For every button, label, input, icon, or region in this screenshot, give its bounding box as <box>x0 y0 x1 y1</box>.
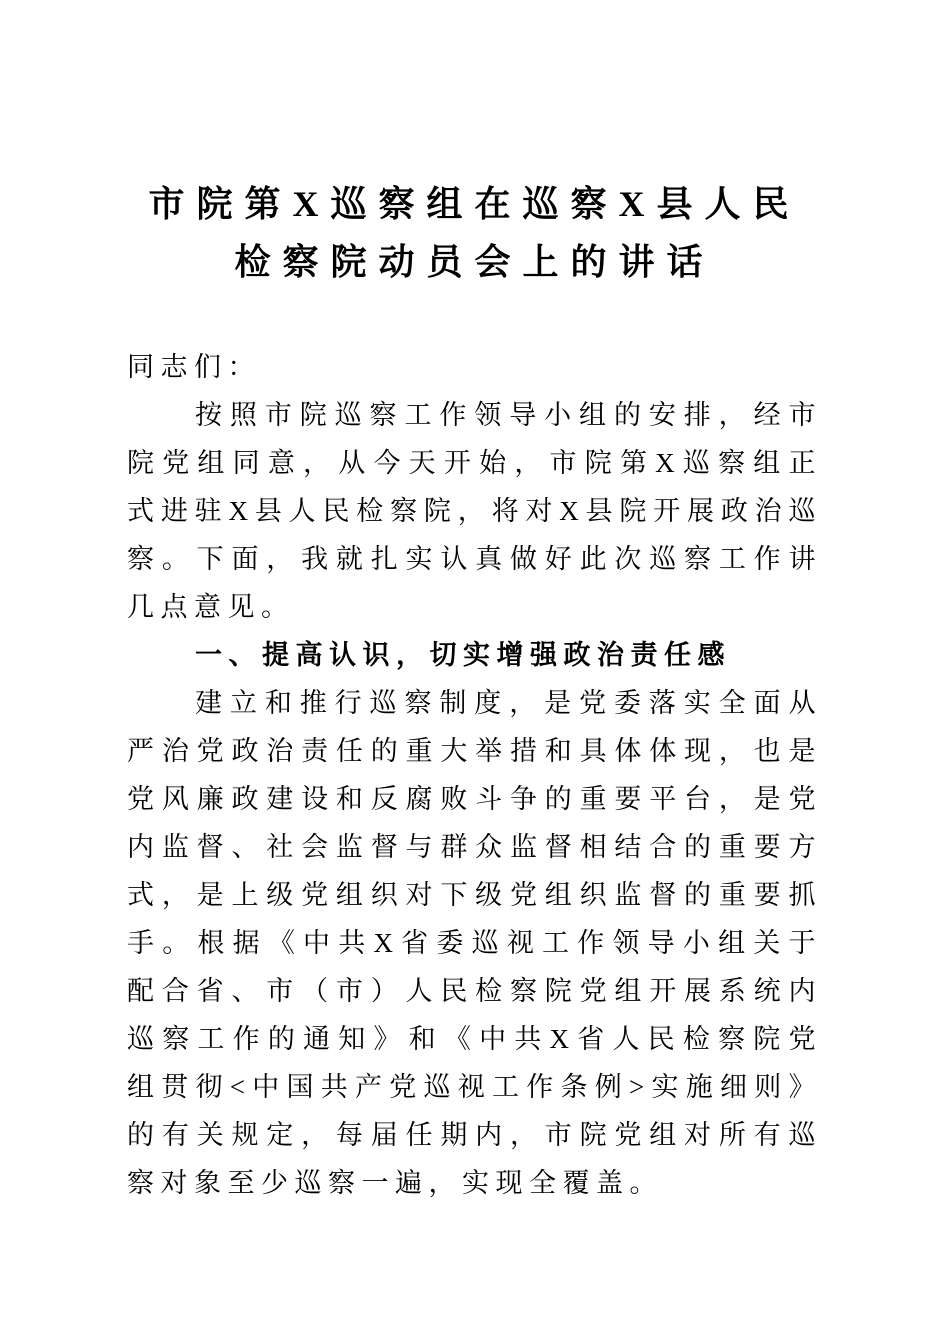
document-title-line-1: 市院第X巡察组在巡察X县人民 <box>148 184 801 224</box>
document-title <box>127 175 822 291</box>
salutation: 同志们： <box>127 352 261 382</box>
section-1-paragraph: 建立和推行巡察制度，是党委落实全面从严治党政治责任的重大举措和具体体现，也是党风廉政建设和反腐败斗争的重要平台，是党内监督、社会监督与群众监督相结合的重要方式，是上级党组织对下级党组织监督的重要抓手。根据《中共X省委巡视工作领导小组关于配合省、市（市）人民检察院党组开展系统内巡察工作的通知》和《中共X省人民检察院党组贯彻<中国共产党巡视工作条例>实施细则》的有关规定，每届任期内，市院党组对所有巡察对象至少巡察一遍，实现全覆盖。 <box>127 688 822 1198</box>
section-1-heading: 一、提高认识，切实增强政治责任感 <box>195 640 731 670</box>
document-title-line-2: 检察院动员会上的讲话 <box>234 242 715 282</box>
intro-paragraph: 按照市院巡察工作领导小组的安排，经市院党组同意，从今天开始，市院第X巡察组正式进驻X县人民检察院，将对X县院开展政治巡察。下面，我就扎实认真做好此次巡察工作讲几点意见。 <box>127 400 822 622</box>
